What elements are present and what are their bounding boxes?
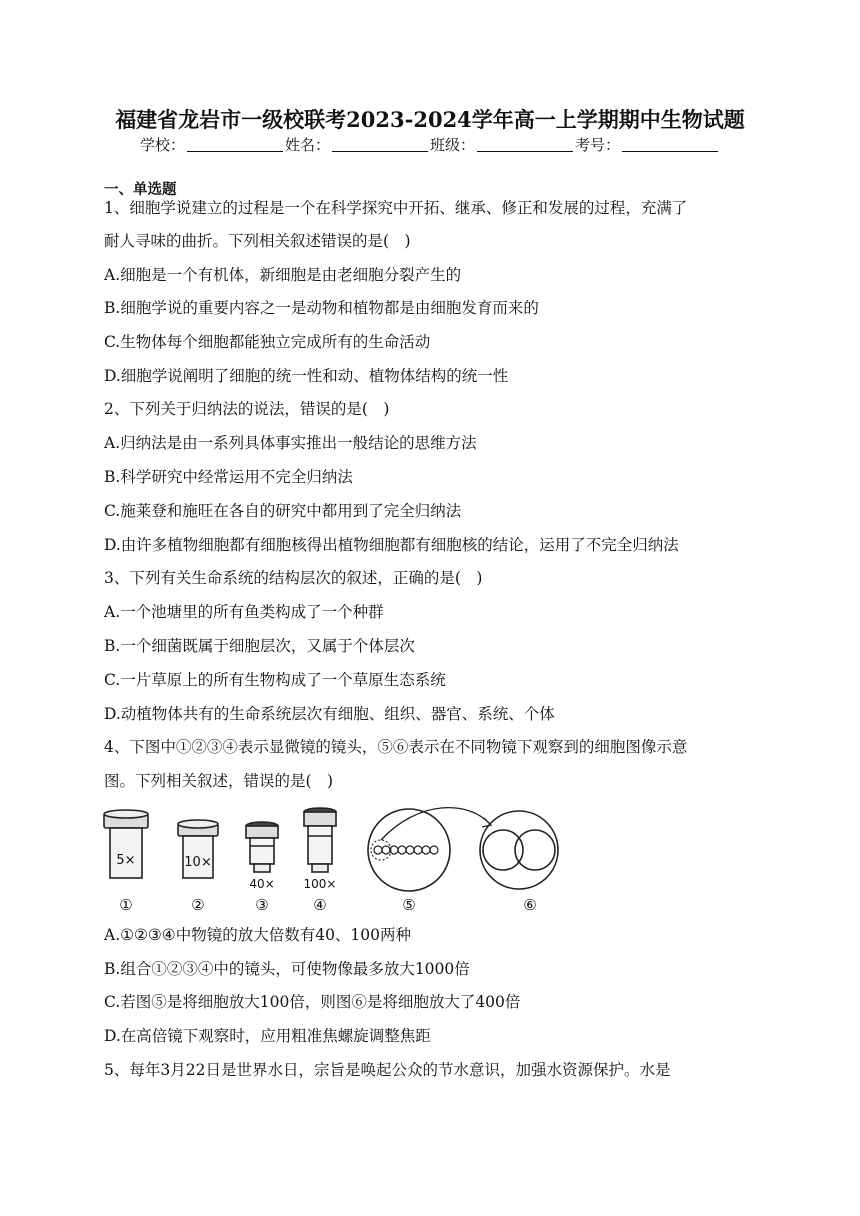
option-line: D.细胞学说阐明了细胞的统一性和动、植物体结构的统一性: [104, 367, 509, 385]
field-of-view-high-icon: [480, 811, 558, 889]
lens1-label: 5×: [116, 853, 136, 868]
option-line: C.生物体每个细胞都能独立完成所有的生命活动: [104, 333, 431, 351]
option-line: B.组合①②③④中的镜头，可使物像最多放大1000倍: [104, 960, 470, 978]
field-of-view-low-icon: [368, 808, 491, 891]
name-label: 姓名：: [284, 136, 330, 154]
exam-no-blank[interactable]: [622, 139, 718, 152]
eyepiece-10x-icon: [178, 820, 218, 878]
figure-num-6: ⑥: [523, 896, 537, 914]
school-label: 学校：: [139, 136, 185, 154]
lens2-label: 10×: [184, 855, 212, 870]
option-line: B.细胞学说的重要内容之一是动物和植物都是由细胞发育而来的: [104, 299, 539, 317]
question-line: 5、每年3月22日是世界水日，宗旨是唤起公众的节水意识，加强水资源保护。水是: [104, 1061, 671, 1079]
objective-100x-icon: [304, 808, 337, 891]
option-line: A.细胞是一个有机体，新细胞是由老细胞分裂产生的: [104, 266, 462, 284]
class-label: 班级：: [430, 136, 476, 154]
question-line: 耐人寻味的曲折。下列相关叙述错误的是( ): [104, 232, 411, 250]
option-line: A.一个池塘里的所有鱼类构成了一个种群: [104, 603, 384, 621]
option-line: B.一个细菌既属于细胞层次，又属于个体层次: [104, 637, 415, 655]
class-blank[interactable]: [477, 139, 573, 152]
page-title: 福建省龙岩市一级校联考2023-2024学年高一上学期期中生物试题: [115, 107, 745, 132]
option-line: D.由许多植物细胞都有细胞核得出植物细胞都有细胞核的结论，运用了不完全归纳法: [104, 536, 679, 554]
option-line: C.施莱登和施旺在各自的研究中都用到了完全归纳法: [104, 502, 462, 520]
figure-num-4: ④: [313, 896, 327, 914]
option-line: A.①②③④中物镜的放大倍数有40、100两种: [104, 926, 412, 944]
option-line: D.动植物体共有的生命系统层次有细胞、组织、器官、系统、个体: [104, 705, 555, 723]
question-line: 图。下列相关叙述，错误的是( ): [104, 772, 334, 790]
option-line: C.若图⑤是将细胞放大100倍，则图⑥是将细胞放大了400倍: [104, 993, 521, 1011]
microscope-lens-figure: [98, 800, 568, 920]
figure-num-5: ⑤: [402, 896, 416, 914]
question-line: 3、下列有关生命系统的结构层次的叙述，正确的是( ): [104, 569, 483, 587]
question-line: 2、下列关于归纳法的说法，错误的是( ): [104, 400, 390, 418]
option-line: D.在高倍镜下观察时，应用粗准焦螺旋调整焦距: [104, 1027, 431, 1045]
lens3-label: 40×: [249, 877, 275, 891]
question-line: 1、细胞学说建立的过程是一个在科学探究中开拓、继承、修正和发展的过程，充满了: [104, 199, 688, 217]
lens4-label: 100×: [303, 877, 337, 891]
exam-no-label: 考号：: [575, 136, 621, 154]
section-heading: 一、单选题: [104, 182, 177, 198]
option-line: A.归纳法是由一系列具体事实推出一般结论的思维方法: [104, 434, 477, 452]
student-info-row: [0, 134, 860, 155]
objective-40x-icon: [246, 822, 278, 891]
figure-num-3: ③: [255, 896, 269, 914]
school-blank[interactable]: [187, 139, 283, 152]
figure-num-1: ①: [119, 896, 133, 914]
eyepiece-5x-icon: [104, 810, 148, 878]
name-blank[interactable]: [332, 139, 428, 152]
question-line: 4、下图中①②③④表示显微镜的镜头，⑤⑥表示在不同物镜下观察到的细胞图像示意: [104, 738, 688, 756]
figure-num-2: ②: [191, 896, 205, 914]
option-line: C.一片草原上的所有生物构成了一个草原生态系统: [104, 671, 446, 689]
option-line: B.科学研究中经常运用不完全归纳法: [104, 468, 353, 486]
